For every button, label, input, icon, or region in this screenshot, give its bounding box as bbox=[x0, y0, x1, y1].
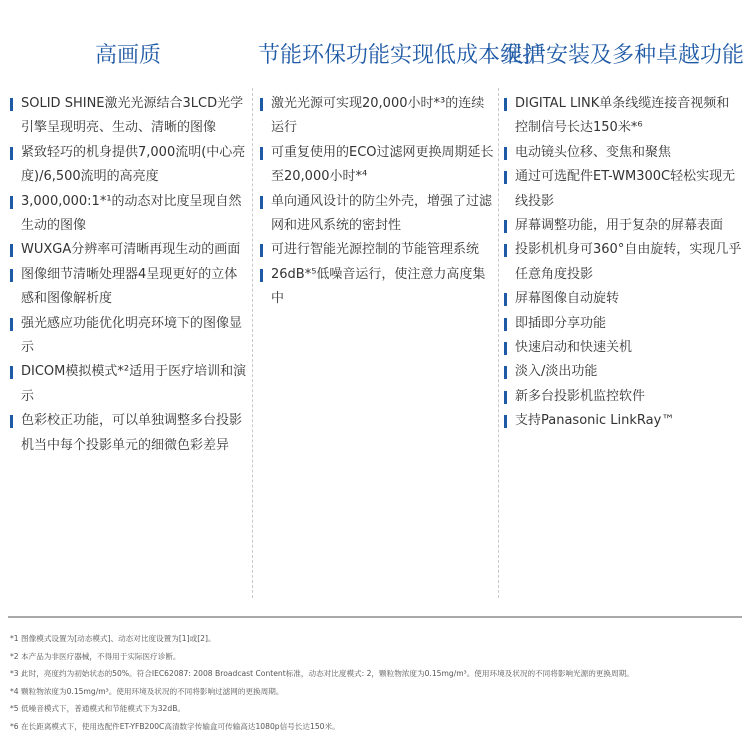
feature-item: 3,000,000:1*¹的动态对比度呈现自然生动的图像 bbox=[8, 190, 248, 239]
feature-item: 单向通风设计的防尘外壳，增强了过滤网和进风系统的密封性 bbox=[258, 190, 496, 239]
feature-item: 新多台投影机监控软件 bbox=[502, 385, 742, 409]
footnote: *5 低噪音模式下，普通模式和节能模式下为32dB。 bbox=[10, 704, 186, 714]
footnote: *1 图像模式设置为[动态模式]、动态对比度设置为[1]或[2]。 bbox=[10, 634, 216, 643]
column-title: 节能环保功能实现低成本维护 bbox=[258, 43, 545, 68]
feature-item: 电动镜头位移、变焦和聚焦 bbox=[502, 141, 742, 165]
feature-item: DIGITAL LINK单条线缆连接音视频和控制信号长达150米*⁶ bbox=[502, 92, 742, 141]
feature-item: 屏幕调整功能，用于复杂的屏幕表面 bbox=[502, 214, 742, 238]
footnote: *4 颗粒物浓度为0.15mg/m³。使用环境及状况的不同将影响过滤网的更换周期。 bbox=[10, 686, 284, 696]
feature-item: 图像细节清晰处理器4呈现更好的立体感和图像解析度 bbox=[8, 263, 248, 312]
column-eco-maintenance bbox=[258, 36, 545, 312]
column-title: 灵活安装及多种卓越功能 bbox=[502, 43, 745, 68]
feature-item: 激光光源可实现20,000小时*³的连续运行 bbox=[258, 92, 496, 141]
column-title: 高画质 bbox=[94, 43, 161, 68]
footnote: *6 在长距离模式下，使用选配件ET-YFB200C高清数字传输盒可传输高达1080p信号长达150米。 bbox=[10, 721, 340, 731]
feature-item: 26dB*⁵低噪音运行，使注意力高度集中 bbox=[258, 263, 496, 312]
feature-item: 淡入/淡出功能 bbox=[502, 360, 742, 384]
column-flexible-install bbox=[502, 36, 745, 434]
feature-item: 通过可选配件ET-WM300C轻松实现无线投影 bbox=[502, 165, 742, 214]
feature-list bbox=[502, 92, 742, 434]
feature-item: 可重复使用的ECO过滤网更换周期延长至20,000小时*⁴ bbox=[258, 141, 496, 190]
feature-list bbox=[258, 92, 496, 312]
column-image-quality bbox=[8, 36, 248, 458]
footnote: *2 本产品为非医疗器械，不得用于实际医疗诊断。 bbox=[10, 651, 181, 661]
feature-item: SOLID SHINE激光光源结合3LCD光学引擎呈现明亮、生动、清晰的图像 bbox=[8, 92, 248, 141]
feature-item: DICOM模拟模式*²适用于医疗培训和演示 bbox=[8, 360, 248, 409]
footnote: *3 此时，亮度约为初始状态的50%。符合IEC62087: 2008 Broadcast Content标准，动态对比度模式: 2，颗粒物浓度为0.15mg/m³。使用环境及状况的不同将影响光源的更换周期。 bbox=[10, 669, 634, 679]
column-divider bbox=[252, 88, 253, 598]
footnotes bbox=[10, 630, 740, 736]
feature-item: 屏幕图像自动旋转 bbox=[502, 287, 742, 311]
feature-item: 紧致轻巧的机身提供7,000流明(中心亮度)/6,500流明的高亮度 bbox=[8, 141, 248, 190]
feature-item: WUXGA分辨率可清晰再现生动的画面 bbox=[8, 238, 248, 262]
feature-item: 强光感应功能优化明亮环境下的图像显示 bbox=[8, 312, 248, 361]
feature-item: 色彩校正功能，可以单独调整多台投影机当中每个投影单元的细微色彩差异 bbox=[8, 409, 248, 458]
feature-item: 可进行智能光源控制的节能管理系统 bbox=[258, 238, 496, 262]
feature-item: 支持Panasonic LinkRay™ bbox=[502, 409, 742, 433]
column-divider bbox=[498, 88, 499, 598]
feature-item: 投影机机身可360°自由旋转，实现几乎任意角度投影 bbox=[502, 238, 742, 287]
feature-item: 快速启动和快速关机 bbox=[502, 336, 742, 360]
feature-item: 即插即分享功能 bbox=[502, 312, 742, 336]
feature-list bbox=[8, 92, 248, 458]
footnote-divider bbox=[8, 616, 742, 618]
